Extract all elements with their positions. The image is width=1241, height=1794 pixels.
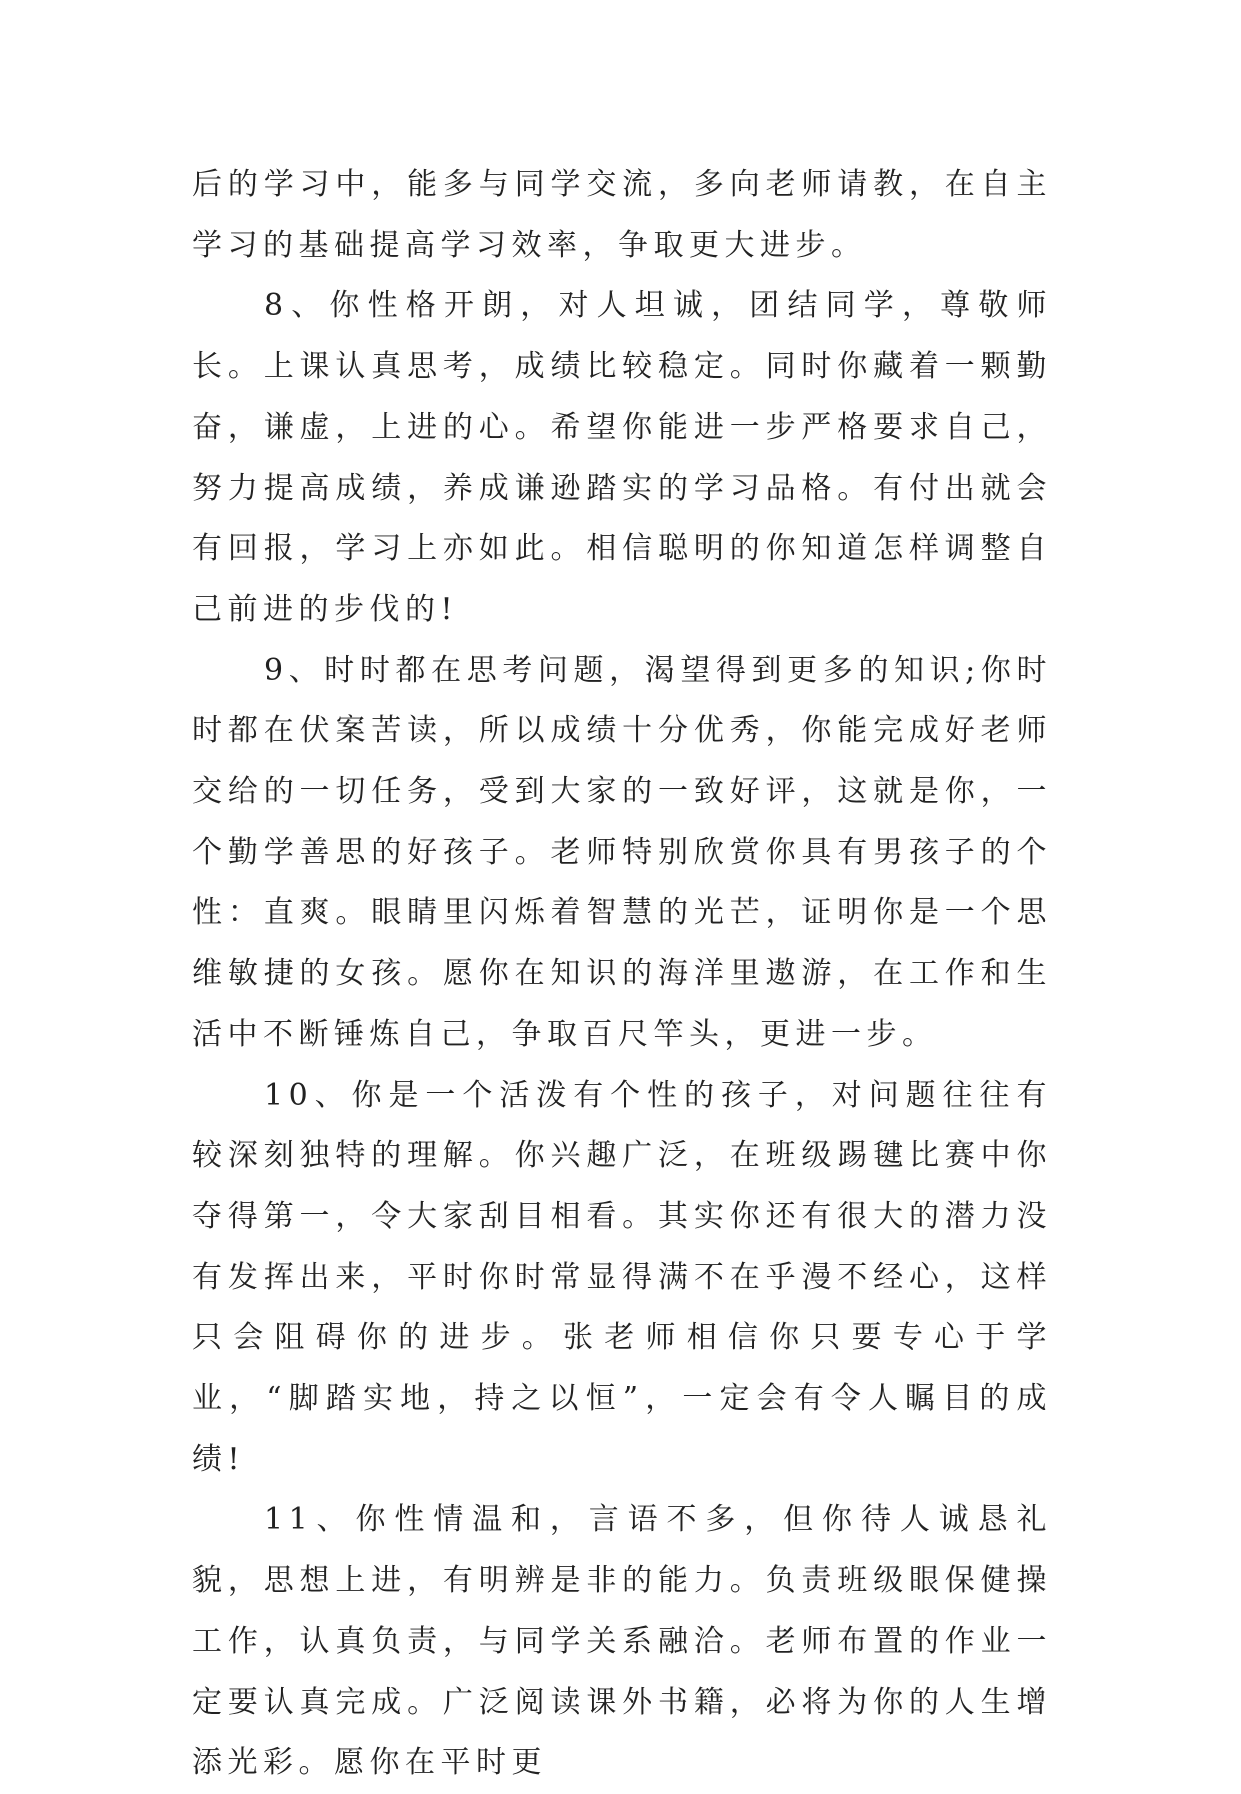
paragraph-comment-11: 11、你性情温和，言语不多，但你待人诚恳礼貌，思想上进，有明辨是非的能力。负责班级眼保健操工作，认真负责，与同学关系融洽。老师布置的作业一定要认真完成。广泛阅读课外书籍，必将为你的人生增添光彩。愿你在平时更 <box>192 1502 1052 1781</box>
paragraph-comment-10: 10、你是一个活泼有个性的孩子，对问题往往有较深刻独特的理解。你兴趣广泛，在班级踢毽比赛中你夺得第一，令大家刮目相看。其实你还有很大的潜力没有发挥出来，平时你时常显得满不在乎漫不经心，这样只会阻碍你的进步。张老师相信你只要专心于学业，“脚踏实地，持之以恒”，一定会有令人瞩目的成绩! <box>192 1077 1052 1477</box>
paragraph-comment-9: 9、时时都在思考问题，渴望得到更多的知识;你时时都在伏案苦读，所以成绩十分优秀，你能完成好老师交给的一切任务，受到大家的一致好评，这就是你，一个勤学善思的好孩子。老师特别欣赏你具有男孩子的个性：直爽。眼睛里闪烁着智慧的光芒，证明你是一个思维敏捷的女孩。愿你在知识的海洋里遨游，在工作和生活中不断锤炼自己，争取百尺竿头，更进一步。 <box>192 652 1052 1052</box>
document-body <box>192 155 1052 1794</box>
paragraph-continued: 后的学习中，能多与同学交流，多向老师请教，在自主学习的基础提高学习效率，争取更大进步。 <box>192 167 1052 263</box>
paragraph-comment-8: 8、你性格开朗，对人坦诚，团结同学，尊敬师长。上课认真思考，成绩比较稳定。同时你藏着一颗勤奋，谦虚，上进的心。希望你能进一步严格要求自己，努力提高成绩，养成谦逊踏实的学习品格。有付出就会有回报，学习上亦如此。相信聪明的你知道怎样调整自己前进的步伐的! <box>192 288 1052 627</box>
